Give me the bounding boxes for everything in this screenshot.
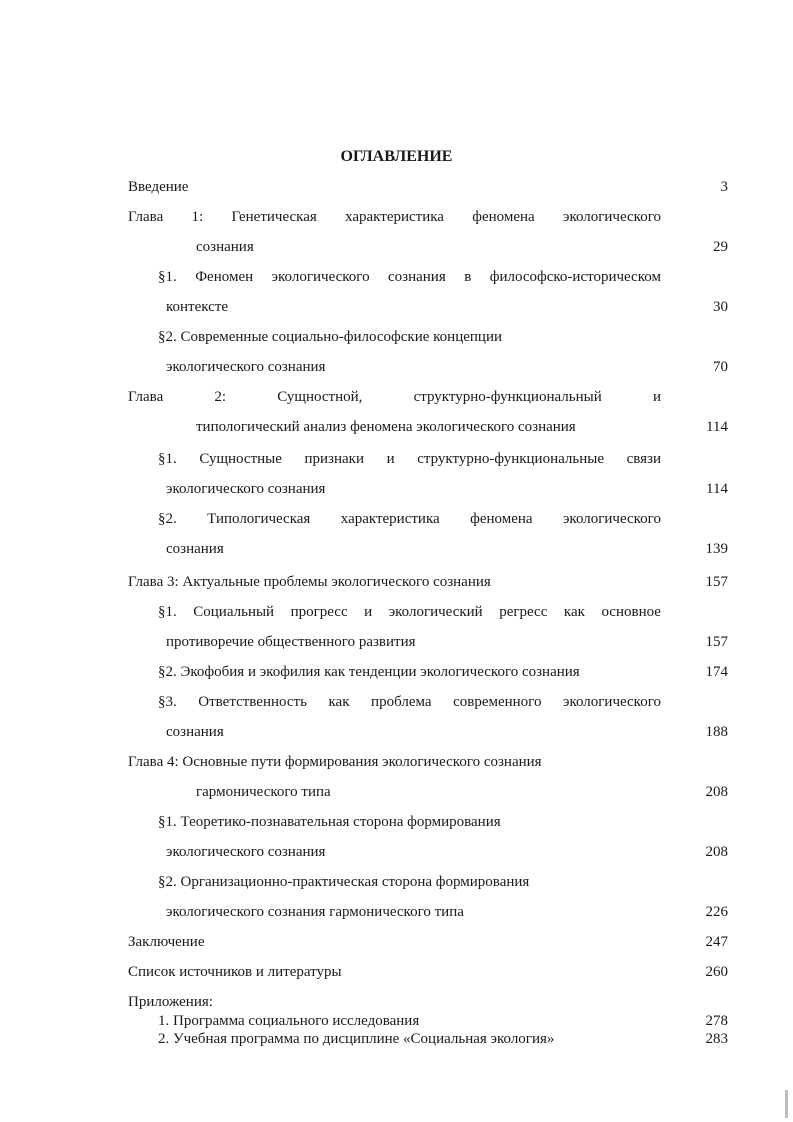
toc-entry-ch1-section-1-cont: контексте bbox=[166, 299, 229, 315]
toc-word: как bbox=[563, 604, 585, 620]
toc-word: философско-историческом bbox=[489, 269, 661, 285]
toc-entry-appendix-item-1: 1. Программа социального исследования bbox=[158, 1013, 420, 1029]
toc-word: прогресс bbox=[290, 604, 348, 620]
toc-entry-appendix-item-2: 2. Учебная программа по дисциплине «Социальная экология» bbox=[158, 1031, 555, 1047]
toc-word: Феномен bbox=[195, 269, 254, 285]
toc-word: экологического bbox=[563, 694, 661, 710]
toc-entry-chapter-4: Глава 4: Основные пути формирования экологического сознания bbox=[128, 754, 542, 770]
toc-entry-ch2-section-1 bbox=[158, 450, 661, 468]
toc-word: §1. bbox=[158, 451, 177, 467]
toc-entry-appendix: Приложения: bbox=[128, 994, 213, 1010]
toc-word: Сущностной, bbox=[277, 389, 363, 405]
toc-entry-ch1-section-2-cont: экологического сознания bbox=[166, 359, 326, 375]
toc-word: современного bbox=[453, 694, 542, 710]
toc-word: экологического bbox=[563, 209, 661, 225]
toc-entry-conclusion: Заключение bbox=[128, 934, 205, 950]
toc-word: характеристика bbox=[340, 511, 440, 527]
toc-word: экологического bbox=[562, 511, 661, 527]
toc-word: §3. bbox=[158, 694, 177, 710]
toc-entry-ch4-section-1: §1. Теоретико-познавательная сторона формирования bbox=[158, 814, 501, 830]
toc-word: структурно-функциональный bbox=[413, 389, 602, 405]
toc-page-number: 114 bbox=[706, 419, 728, 435]
toc-entry-chapter-1-cont: сознания bbox=[196, 239, 254, 255]
toc-entry-chapter-1 bbox=[128, 208, 661, 226]
toc-page-number: 208 bbox=[705, 844, 728, 860]
toc-entry-ch2-section-2 bbox=[158, 510, 661, 528]
toc-word: экологический bbox=[388, 604, 483, 620]
toc-page-number: 70 bbox=[713, 359, 728, 375]
toc-word: Глава bbox=[128, 209, 164, 225]
toc-word: связи bbox=[626, 451, 661, 467]
toc-word: в bbox=[464, 269, 472, 285]
toc-page-number: 247 bbox=[705, 934, 728, 950]
toc-page-number: 188 bbox=[705, 724, 728, 740]
toc-word: Сущностные bbox=[199, 451, 282, 467]
toc-word: 2: bbox=[214, 389, 227, 405]
toc-word: признаки bbox=[304, 451, 364, 467]
toc-word: структурно-функциональные bbox=[417, 451, 604, 467]
toc-word: и bbox=[364, 604, 373, 620]
toc-page-number: 139 bbox=[705, 541, 728, 557]
toc-word: Типологическая bbox=[207, 511, 311, 527]
toc-entry-ch3-section-2: §2. Экофобия и экофилия как тенденции экологического сознания bbox=[158, 664, 580, 680]
toc-page-number: 114 bbox=[706, 481, 728, 497]
toc-word: феномена bbox=[472, 209, 535, 225]
toc-word: Социальный bbox=[193, 604, 275, 620]
toc-entry-ch2-section-2-cont: сознания bbox=[166, 541, 224, 557]
toc-page-number: 30 bbox=[713, 299, 728, 315]
toc-entry-ch3-section-1 bbox=[158, 603, 661, 621]
toc-page-number: 157 bbox=[705, 574, 728, 590]
toc-word: и bbox=[386, 451, 395, 467]
toc-word: Глава bbox=[128, 389, 164, 405]
toc-entry-ch4-section-1-cont: экологического сознания bbox=[166, 844, 326, 860]
toc-word: §1. bbox=[158, 269, 177, 285]
toc-entry-sources: Список источников и литературы bbox=[128, 964, 342, 980]
toc-word: основное bbox=[601, 604, 661, 620]
toc-word: 1: bbox=[191, 209, 204, 225]
toc-entry-ch4-section-2: §2. Организационно-практическая сторона формирования bbox=[158, 874, 530, 890]
toc-page-number: 260 bbox=[705, 964, 728, 980]
toc-word: Ответственность bbox=[198, 694, 307, 710]
toc-entry-chapter-3: Глава 3: Актуальные проблемы экологического сознания bbox=[128, 574, 491, 590]
toc-entry-intro: Введение bbox=[128, 179, 189, 195]
toc-entry-chapter-2 bbox=[128, 388, 661, 406]
toc-entry-ch2-section-1-cont: экологического сознания bbox=[166, 481, 326, 497]
toc-page-number: 208 bbox=[705, 784, 728, 800]
toc-word: и bbox=[652, 389, 661, 405]
toc-entry-ch1-section-2: §2. Современные социально-философские концепции bbox=[158, 329, 502, 345]
toc-word: сознания bbox=[388, 269, 446, 285]
toc-word: проблема bbox=[371, 694, 432, 710]
toc-page-number: 174 bbox=[705, 664, 728, 680]
scan-edge-mark bbox=[785, 1090, 788, 1118]
toc-word: §1. bbox=[158, 604, 177, 620]
toc-entry-chapter-2-cont: типологический анализ феномена экологического сознания bbox=[196, 419, 576, 435]
toc-page-number: 278 bbox=[705, 1013, 728, 1029]
toc-entry-ch1-section-1 bbox=[158, 268, 661, 286]
toc-word: феномена bbox=[470, 511, 533, 527]
toc-entry-chapter-4-cont: гармонического типа bbox=[196, 784, 331, 800]
toc-page-number: 283 bbox=[705, 1031, 728, 1047]
toc-entry-ch3-section-3-cont: сознания bbox=[166, 724, 224, 740]
toc-entry-ch4-section-2-cont: экологического сознания гармонического типа bbox=[166, 904, 464, 920]
toc-word: Генетическая bbox=[231, 209, 317, 225]
toc-entry-ch3-section-3 bbox=[158, 693, 661, 711]
toc-title: ОГЛАВЛЕНИЕ bbox=[340, 148, 453, 165]
toc-word: регресс bbox=[499, 604, 548, 620]
toc-word: характеристика bbox=[345, 209, 444, 225]
toc-page-number: 157 bbox=[705, 634, 728, 650]
toc-page-number: 29 bbox=[713, 239, 728, 255]
toc-word: §2. bbox=[158, 511, 177, 527]
toc-page-number: 226 bbox=[705, 904, 728, 920]
toc-word: как bbox=[328, 694, 350, 710]
toc-page-number: 3 bbox=[720, 179, 728, 195]
toc-word: экологического bbox=[271, 269, 370, 285]
toc-entry-ch3-section-1-cont: противоречие общественного развития bbox=[166, 634, 416, 650]
